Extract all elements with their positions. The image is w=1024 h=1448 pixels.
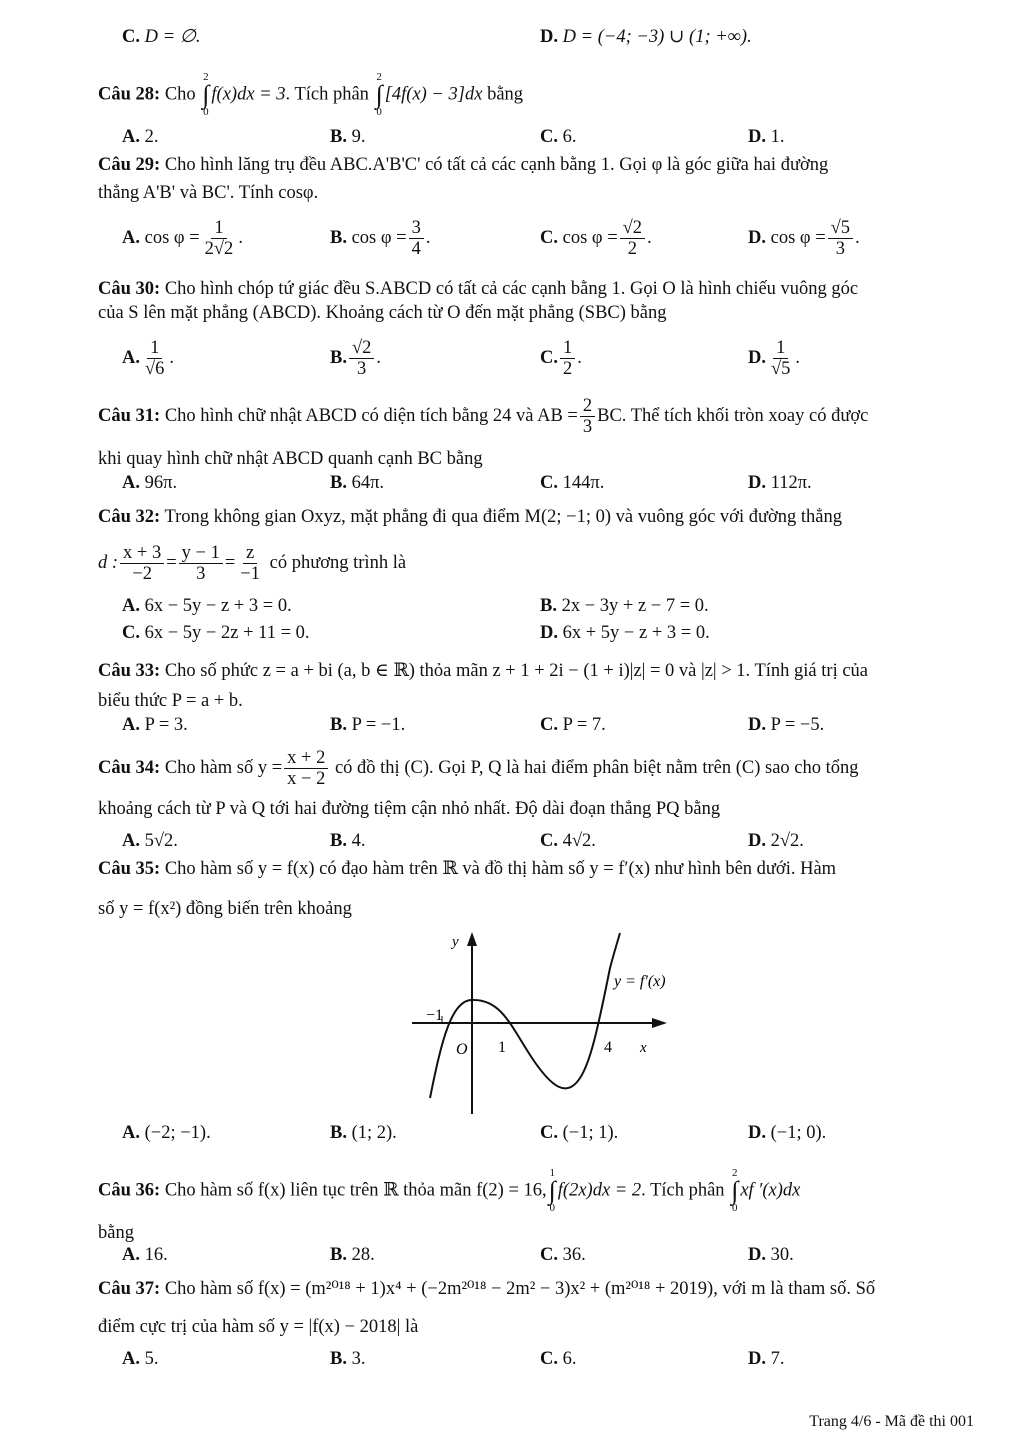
q37-option-a: A. 5. <box>122 1349 159 1369</box>
q32-option-b: B. 2x − 3y + z − 7 = 0. <box>540 596 709 616</box>
q34-stem-line2: khoảng cách từ P và Q tới hai đường tiệm cận nhỏ nhất. Độ dài đoạn thẳng PQ bằng <box>98 799 721 819</box>
graph-origin-label: O <box>456 1041 468 1058</box>
q29-option-d: D. cos φ = $\frac{√5}{3}$ . <box>748 218 860 259</box>
q30-option-c: C. $\frac{1}{2}$ . <box>540 338 582 379</box>
q35-option-a: A. (−2; −1). <box>122 1123 211 1143</box>
q31-option-b: B. 64π. <box>330 473 385 493</box>
q30-option-a: A. $\frac{1}{√6}$ . <box>122 338 175 379</box>
integral-sign: 2 ∫ 0 <box>375 71 383 118</box>
q29-stem-line1: Câu 29: Cho hình lăng trụ đều ABC.A'B'C' có tất cả các cạnh bằng 1. Gọi φ là góc giữa hai đường <box>98 155 829 175</box>
q28-option-b: B. 9. <box>330 127 366 147</box>
q32-stem-line1: Câu 32: Trong không gian Oxyz, mặt phẳng đi qua điểm M(2; −1; 0) và vuông góc với đường thẳng <box>98 507 843 527</box>
graph-x-label: x <box>640 1040 647 1056</box>
graph-tick-1: 1 <box>498 1039 506 1056</box>
q32-option-a: A. 6x − 5y − z + 3 = 0. <box>122 596 292 616</box>
q34-option-d: D. 2√2. <box>748 831 804 851</box>
q36-option-a: A. 16. <box>122 1245 168 1265</box>
q34-option-c: C. 4√2. <box>540 831 596 851</box>
q30-option-b: B. $\frac{√2}{3}$ . <box>330 338 381 379</box>
q28-option-d: D. 1. <box>748 127 785 147</box>
q33-option-c: C. P = 7. <box>540 715 606 735</box>
q28-option-c: C. 6. <box>540 127 577 147</box>
q30-option-d: D. $\frac{1}{√5}$ . <box>748 338 801 379</box>
graph-curve-label: y = f′(x) <box>614 973 666 990</box>
integral-sign: 1 ∫ 0 <box>548 1167 556 1214</box>
q36-option-c: C. 36. <box>540 1245 586 1265</box>
q36-option-b: B. 28. <box>330 1245 375 1265</box>
q35-option-b: B. (1; 2). <box>330 1123 397 1143</box>
q33-stem-line1: Câu 33: Cho số phức z = a + bi (a, b ∈ ℝ) thỏa mãn z + 1 + 2i − (1 + i)|z| = 0 và |z| > 1. Tính giá trị của <box>98 661 869 681</box>
q35-stem-line1: Câu 35: Cho hàm số y = f(x) có đạo hàm trên ℝ và đồ thị hàm số y = f′(x) như hình bên dưới. Hàm <box>98 859 837 879</box>
derivative-graph <box>412 928 672 1118</box>
q31-option-d: D. 112π. <box>748 473 812 493</box>
q31-stem-line2: khi quay hình chữ nhật ABCD quanh cạnh BC bằng <box>98 449 483 469</box>
integral-sign: 2 ∫ 0 <box>202 71 210 118</box>
q29-option-a: A. cos φ = $\frac{1}{2√2}$ . <box>122 218 243 259</box>
q31-option-a: A. 96π. <box>122 473 178 493</box>
q27-option-d: D. D = (−4; −3) ∪ (1; +∞). <box>540 27 752 47</box>
q32-option-d: D. 6x + 5y − z + 3 = 0. <box>540 623 710 643</box>
graph-tick-neg1: −1 <box>426 1007 444 1024</box>
q27-option-c: C. D = ∅. <box>122 27 201 47</box>
q31-stem-line1: Câu 31: Cho hình chữ nhật ABCD có diện tích bằng 24 và AB = $\frac{2}{3}$ BC. Thể tích khối tròn xoay có được <box>98 396 869 438</box>
q33-option-b: B. P = −1. <box>330 715 406 735</box>
integral-sign: 2 ∫ 0 <box>731 1167 739 1214</box>
q34-option-b: B. 4. <box>330 831 366 851</box>
q30-stem-line1: Câu 30: Cho hình chóp tứ giác đều S.ABCD có tất cả các cạnh bằng 1. Gọi O là hình chiếu vuông góc <box>98 279 859 299</box>
q36-stem-line2: bằng <box>98 1223 134 1243</box>
q32-option-c: C. 6x − 5y − 2z + 11 = 0. <box>122 623 310 643</box>
q35-stem-line2: số y = f(x²) đồng biến trên khoảng <box>98 899 352 919</box>
q32-stem-line2: d : $\frac{x + 3}{-2}$ = $\frac{y - 1}{3}$ = $\frac{z}{-1}$ có phương trình là <box>98 543 407 585</box>
q28-option-a: A. 2. <box>122 127 159 147</box>
q33-stem-line2: biểu thức P = a + b. <box>98 691 243 711</box>
q29-stem-line2: thẳng A'B' và BC'. Tính cosφ. <box>98 183 319 203</box>
q35-option-d: D. (−1; 0). <box>748 1123 827 1143</box>
q34-option-a: A. 5√2. <box>122 831 178 851</box>
q37-option-b: B. 3. <box>330 1349 366 1369</box>
graph-tick-4: 4 <box>604 1039 612 1056</box>
q29-option-b: B. cos φ = $\frac{3}{4}$ . <box>330 218 431 259</box>
page-footer: Trang 4/6 - Mã đề thi 001 <box>809 1413 974 1430</box>
q34-stem-line1: Câu 34: Cho hàm số y = $\frac{x + 2}{x - 2}$ có đồ thị (C). Gọi P, Q là hai điểm phân biệt nằm trên (C) sao cho tổng <box>98 748 859 790</box>
graph-y-label: y <box>452 934 459 950</box>
q36-option-d: D. 30. <box>748 1245 794 1265</box>
q33-option-a: A. P = 3. <box>122 715 188 735</box>
q37-option-d: D. 7. <box>748 1349 785 1369</box>
q29-option-c: C. cos φ = $\frac{√2}{2}$ . <box>540 218 652 259</box>
q28-stem: Câu 28: Cho 2 ∫ 0 f(x)dx = 3. Tích phân 2 ∫ 0 [4f(x) − 3]dx bằng <box>98 71 524 118</box>
q30-stem-line2: của S lên mặt phẳng (ABCD). Khoảng cách từ O đến mặt phẳng (SBC) bằng <box>98 303 667 323</box>
q37-option-c: C. 6. <box>540 1349 577 1369</box>
q35-option-c: C. (−1; 1). <box>540 1123 619 1143</box>
q31-option-c: C. 144π. <box>540 473 605 493</box>
q33-option-d: D. P = −5. <box>748 715 825 735</box>
q37-stem-line2: điểm cực trị của hàm số y = |f(x) − 2018| là <box>98 1317 419 1337</box>
q37-stem-line1: Câu 37: Cho hàm số f(x) = (m²⁰¹⁸ + 1)x⁴ + (−2m²⁰¹⁸ − 2m² − 3)x² + (m²⁰¹⁸ + 2019), với m là tham số. Số <box>98 1279 876 1299</box>
q36-stem-line1: Câu 36: Cho hàm số f(x) liên tục trên ℝ thỏa mãn f(2) = 16, 1 ∫ 0 f(2x)dx = 2. Tích phân 2 ∫ 0 xf ′(x)dx <box>98 1167 801 1214</box>
